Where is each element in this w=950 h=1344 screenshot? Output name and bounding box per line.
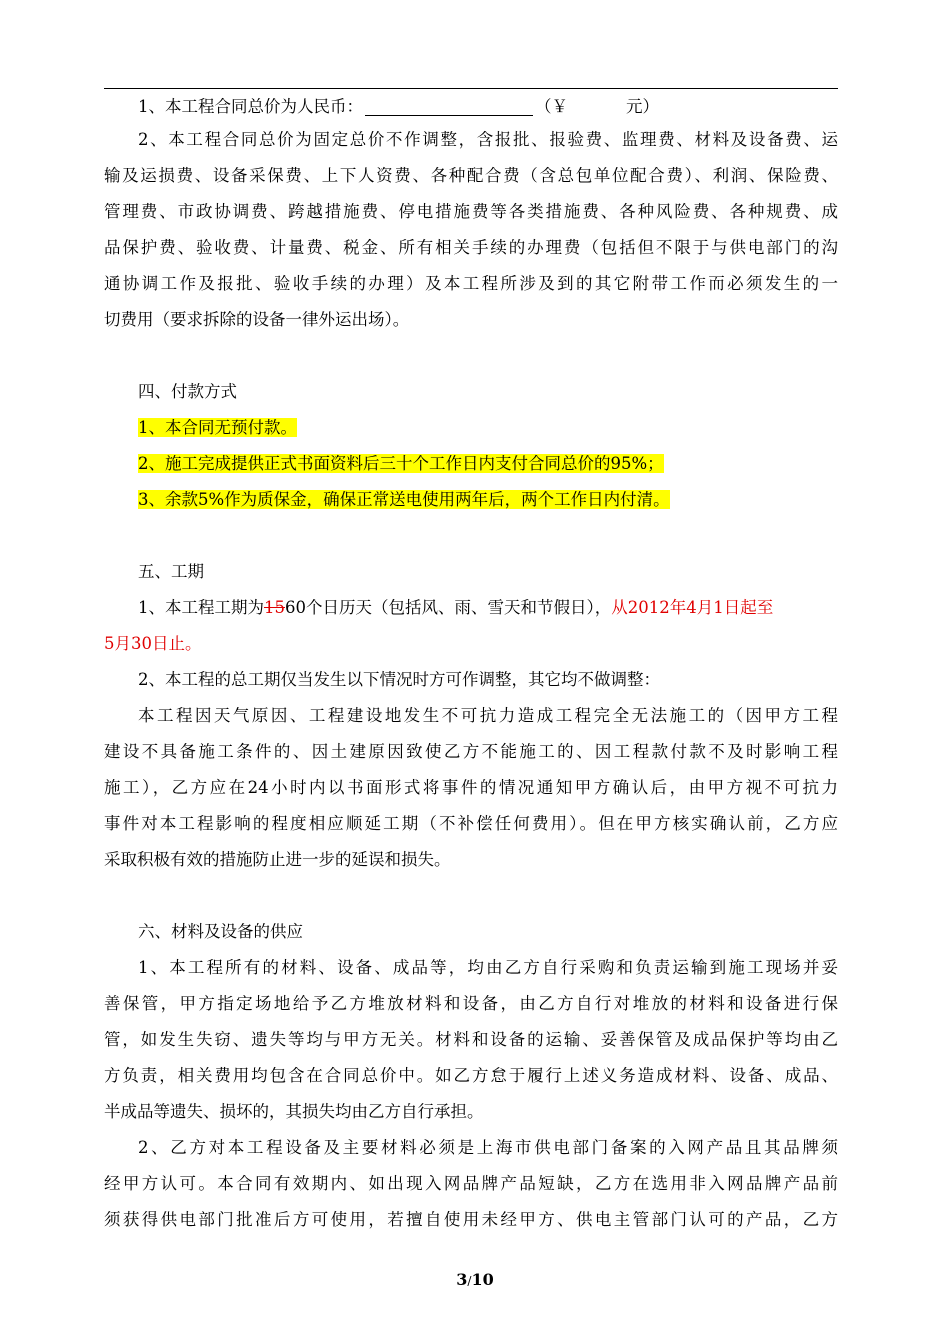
revised-text: 从2012年4月1日起至 bbox=[611, 598, 774, 617]
section-6-title: 六、材料及设备的供应 bbox=[138, 922, 303, 941]
materials-clause-2-line: 须获得供电部门批准后方可使用，若擅自使用未经甲方、供电主管部门认可的产品，乙方 bbox=[104, 1210, 838, 1229]
materials-clause-2-line: 经甲方认可。本合同有效期内、如出现入网品牌产品短缺，乙方在选用非入网品牌产品前 bbox=[104, 1174, 838, 1193]
section-5-title: 五、工期 bbox=[138, 562, 204, 581]
materials-clause-1-line: 方负责，相关费用均包含在合同总价中。如乙方怠于履行上述义务造成材料、设备、成品、 bbox=[104, 1066, 838, 1085]
price-clause-2-line: 管理费、市政协调费、跨越措施费、停电措施费等各类措施费、各种风险费、各种规费、成 bbox=[104, 202, 838, 221]
price-clause-2-line: 2、本工程合同总价为固定总价不作调整，含报批、报验费、监理费、材料及设备费、运 bbox=[138, 130, 838, 149]
price-clause-2-line: 通协调工作及报批、验收手续的办理）及本工程所涉及到的其它附带工作而必须发生的一 bbox=[104, 274, 838, 293]
price-clause-1: 1、本工程合同总价为人民币： （￥ 元） bbox=[138, 97, 659, 116]
header-rule bbox=[104, 88, 838, 89]
duration-clause-2: 2、本工程的总工期仅当发生以下情况时方可作调整，其它均不做调整： bbox=[138, 670, 660, 689]
document-body bbox=[104, 92, 838, 1238]
force-majeure-line: 建设不具备施工条件的、因土建原因致使乙方不能施工的、因工程款付款不及时影响工程 bbox=[104, 742, 838, 761]
materials-clause-1-line: 1、本工程所有的材料、设备、成品等，均由乙方自行采购和负责运输到施工现场并妥 bbox=[138, 958, 838, 977]
materials-clause-1-line: 管，如发生失窃、遗失等均与甲方无关。材料和设备的运输、妥善保管及成品保护等均由乙 bbox=[104, 1030, 838, 1049]
force-majeure-line: 事件对本工程影响的程度相应顺延工期（不补偿任何费用）。但在甲方核实确认前，乙方应 bbox=[104, 814, 838, 833]
materials-clause-2-line: 2、乙方对本工程设备及主要材料必须是上海市供电部门备案的入网产品且其品牌须 bbox=[138, 1138, 838, 1157]
deleted-text: 15 bbox=[264, 598, 285, 617]
payment-item: 1、本合同无预付款。 bbox=[138, 418, 297, 437]
page-number: 3/10 bbox=[456, 1270, 494, 1289]
force-majeure-line: 采取积极有效的措施防止进一步的延误和损失。 bbox=[104, 850, 451, 869]
price-clause-2-line: 切费用（要求拆除的设备一律外运出场）。 bbox=[104, 310, 410, 329]
revised-text: 5月30日止。 bbox=[104, 634, 202, 653]
price-clause-2-line: 输及运损费、设备采保费、上下人资费、各种配合费（含总包单位配合费）、利润、保险费、 bbox=[104, 166, 838, 185]
duration-clause-1-cont bbox=[104, 626, 838, 662]
price-blank-underline bbox=[365, 97, 533, 116]
price-clause-2-line: 品保护费、验收费、计量费、税金、所有相关手续的办理费（包括但不限于与供电部门的沟 bbox=[104, 238, 838, 257]
force-majeure-line: 本工程因天气原因、工程建设地发生不可抗力造成工程完全无法施工的（因甲方工程 bbox=[138, 706, 838, 725]
force-majeure-line: 施工），乙方应在24小时内以书面形式将事件的情况通知甲方确认后，由甲方视不可抗力 bbox=[104, 778, 838, 797]
section-4-title: 四、付款方式 bbox=[138, 382, 237, 401]
duration-clause-1: 1、本工程工期为1560个日历天（包括风、雨、雪天和节假日），从2012年4月1日起至 bbox=[138, 598, 774, 617]
materials-clause-1-line: 善保管，甲方指定场地给予乙方堆放材料和设备，由乙方自行对堆放的材料和设备进行保 bbox=[104, 994, 838, 1013]
payment-item: 2、施工完成提供正式书面资料后三十个工作日内支付合同总价的95%； bbox=[138, 454, 664, 473]
payment-item: 3、余款5%作为质保金，确保正常送电使用两年后，两个工作日内付清。 bbox=[138, 490, 670, 509]
materials-clause-1-line: 半成品等遗失、损坏的，其损失均由乙方自行承担。 bbox=[104, 1102, 484, 1121]
